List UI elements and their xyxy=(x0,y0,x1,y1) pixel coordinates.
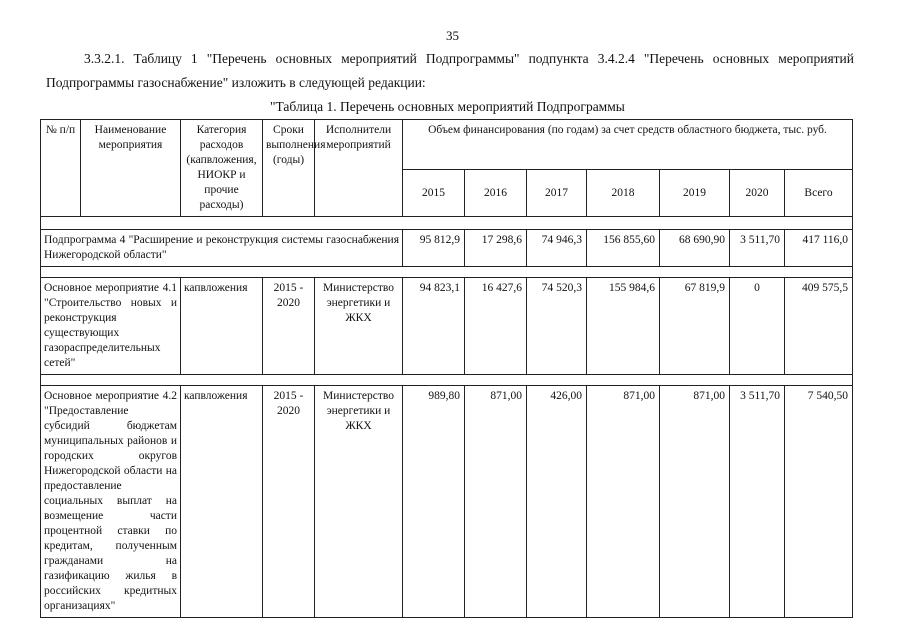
header-name: Наименование мероприятия xyxy=(81,120,181,217)
activity-value-2016: 16 427,6 xyxy=(465,278,527,375)
activity-value-2019: 67 819,9 xyxy=(660,278,730,375)
header-year-2020: 2020 xyxy=(730,170,785,217)
activity-name: Основное мероприятие 4.1 "Строительство новых и реконструкция существующих газораспределительных сетей" xyxy=(41,278,181,375)
spacer-cell xyxy=(41,375,853,386)
subprogram-row xyxy=(41,230,853,267)
page-number: 35 xyxy=(446,28,459,43)
activity-value-2017: 74 520,3 xyxy=(527,278,587,375)
subprogram-value-2017: 74 946,3 xyxy=(527,230,587,267)
header-executors: Исполнители мероприятий xyxy=(315,120,403,217)
subprogram-value-2020: 3 511,70 xyxy=(730,230,785,267)
activity-value-2015: 989,80 xyxy=(403,386,465,618)
activity-value-2017: 426,00 xyxy=(527,386,587,618)
activities-table xyxy=(40,119,853,618)
activity-executor: Министерство энергетики и ЖКХ xyxy=(315,278,403,375)
spacer-cell xyxy=(41,267,853,278)
header-year-2015: 2015 xyxy=(403,170,465,217)
subprogram-value-total: 417 116,0 xyxy=(785,230,853,267)
activity-category: капвложения xyxy=(181,278,263,375)
spacer-row xyxy=(41,267,853,278)
activity-category: капвложения xyxy=(181,386,263,618)
header-financing: Объем финансирования (по годам) за счет средств областного бюджета, тыс. руб. xyxy=(403,120,853,170)
header-num: № п/п xyxy=(41,120,81,217)
activity-executor: Министерство энергетики и ЖКХ xyxy=(315,386,403,618)
spacer-row xyxy=(41,375,853,386)
header-year-2017: 2017 xyxy=(527,170,587,217)
header-year-total: Всего xyxy=(785,170,853,217)
activity-value-2018: 155 984,6 xyxy=(587,278,660,375)
activity-value-2019: 871,00 xyxy=(660,386,730,618)
subprogram-value-2018: 156 855,60 xyxy=(587,230,660,267)
table-caption: "Таблица 1. Перечень основных мероприятий Подпрограммы xyxy=(270,99,625,114)
activity-value-2018: 871,00 xyxy=(587,386,660,618)
header-year-2016: 2016 xyxy=(465,170,527,217)
activity-name: Основное мероприятие 4.2 "Предоставление субсидий бюджетам муниципальных районов и городских округов Нижегородской области на предоставление социальных выплат на возмещение части процентной ставки по кредитам, полученным гражданами на газификацию жилья в российских кредитных организациях" xyxy=(41,386,181,618)
table-row xyxy=(41,278,853,375)
activity-value-2015: 94 823,1 xyxy=(403,278,465,375)
table-row xyxy=(41,386,853,618)
activity-value-2020: 3 511,70 xyxy=(730,386,785,618)
intro-paragraph: 3.3.2.1. Таблицу 1 "Перечень основных мероприятий Подпрограммы" подпункта 3.4.2.4 "Перечень основных мероприятий Подпрограммы газоснабжение" изложить в следующей редакции: xyxy=(46,51,854,90)
subprogram-value-2016: 17 298,6 xyxy=(465,230,527,267)
activity-value-2016: 871,00 xyxy=(465,386,527,618)
activity-value-2020: 0 xyxy=(730,278,785,375)
activity-value-total: 7 540,50 xyxy=(785,386,853,618)
header-category: Категория расходов (капвложения, НИОКР и прочие расходы) xyxy=(181,120,263,217)
subprogram-title: Подпрограмма 4 "Расширение и реконструкция системы газоснабжения Нижегородской области" xyxy=(41,230,403,267)
header-row xyxy=(41,120,853,170)
spacer-cell xyxy=(41,217,853,230)
subprogram-value-2019: 68 690,90 xyxy=(660,230,730,267)
header-terms: Сроки выполнения (годы) xyxy=(263,120,315,217)
header-year-2019: 2019 xyxy=(660,170,730,217)
subprogram-value-2015: 95 812,9 xyxy=(403,230,465,267)
activity-value-total: 409 575,5 xyxy=(785,278,853,375)
spacer-row xyxy=(41,217,853,230)
activity-terms: 2015 - 2020 xyxy=(263,386,315,618)
activity-terms: 2015 - 2020 xyxy=(263,278,315,375)
header-year-2018: 2018 xyxy=(587,170,660,217)
